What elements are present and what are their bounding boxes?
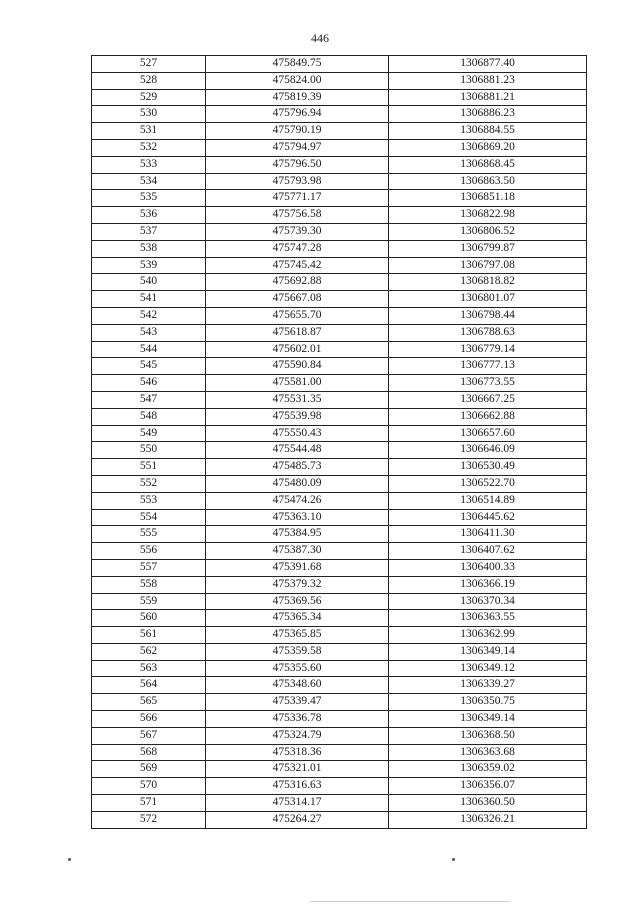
x-coordinate-cell: 475369.56 — [206, 593, 389, 610]
y-coordinate-cell: 1306818.82 — [389, 274, 587, 291]
point-number-cell: 543 — [92, 324, 206, 341]
x-coordinate-cell: 475318.36 — [206, 744, 389, 761]
table-row — [92, 459, 587, 476]
y-coordinate-cell: 1306514.89 — [389, 492, 587, 509]
table-row — [92, 190, 587, 207]
y-coordinate-cell: 1306366.19 — [389, 576, 587, 593]
x-coordinate-cell: 475590.84 — [206, 358, 389, 375]
y-coordinate-cell: 1306881.23 — [389, 72, 587, 89]
x-coordinate-cell: 475348.60 — [206, 677, 389, 694]
point-number-cell: 564 — [92, 677, 206, 694]
point-number-cell: 547 — [92, 391, 206, 408]
point-number-cell: 550 — [92, 442, 206, 459]
x-coordinate-cell: 475314.17 — [206, 795, 389, 812]
y-coordinate-cell: 1306349.12 — [389, 660, 587, 677]
y-coordinate-cell: 1306326.21 — [389, 811, 587, 828]
point-number-cell: 563 — [92, 660, 206, 677]
table-row — [92, 694, 587, 711]
y-coordinate-cell: 1306886.23 — [389, 106, 587, 123]
y-coordinate-cell: 1306868.45 — [389, 156, 587, 173]
y-coordinate-cell: 1306863.50 — [389, 173, 587, 190]
scan-edge-line — [310, 901, 510, 902]
y-coordinate-cell: 1306779.14 — [389, 341, 587, 358]
x-coordinate-cell: 475336.78 — [206, 711, 389, 728]
y-coordinate-cell: 1306851.18 — [389, 190, 587, 207]
point-number-cell: 540 — [92, 274, 206, 291]
x-coordinate-cell: 475379.32 — [206, 576, 389, 593]
point-number-cell: 554 — [92, 509, 206, 526]
x-coordinate-cell: 475539.98 — [206, 408, 389, 425]
x-coordinate-cell: 475480.09 — [206, 475, 389, 492]
point-number-cell: 534 — [92, 173, 206, 190]
x-coordinate-cell: 475692.88 — [206, 274, 389, 291]
table-row — [92, 56, 587, 73]
y-coordinate-cell: 1306773.55 — [389, 375, 587, 392]
y-coordinate-cell: 1306799.87 — [389, 240, 587, 257]
y-coordinate-cell: 1306884.55 — [389, 123, 587, 140]
table-row — [92, 240, 587, 257]
point-number-cell: 530 — [92, 106, 206, 123]
x-coordinate-cell: 475739.30 — [206, 223, 389, 240]
point-number-cell: 552 — [92, 475, 206, 492]
table-row — [92, 72, 587, 89]
point-number-cell: 538 — [92, 240, 206, 257]
y-coordinate-cell: 1306349.14 — [389, 643, 587, 660]
x-coordinate-cell: 475531.35 — [206, 391, 389, 408]
page-number: 446 — [311, 31, 329, 45]
y-coordinate-cell: 1306657.60 — [389, 425, 587, 442]
x-coordinate-cell: 475474.26 — [206, 492, 389, 509]
x-coordinate-cell: 475581.00 — [206, 375, 389, 392]
x-coordinate-cell: 475365.85 — [206, 627, 389, 644]
y-coordinate-cell: 1306881.21 — [389, 89, 587, 106]
x-coordinate-cell: 475363.10 — [206, 509, 389, 526]
point-number-cell: 562 — [92, 643, 206, 660]
table-row — [92, 492, 587, 509]
y-coordinate-cell: 1306877.40 — [389, 56, 587, 73]
x-coordinate-cell: 475793.98 — [206, 173, 389, 190]
x-coordinate-cell: 475849.75 — [206, 56, 389, 73]
table-row — [92, 173, 587, 190]
y-coordinate-cell: 1306522.70 — [389, 475, 587, 492]
point-number-cell: 532 — [92, 139, 206, 156]
table-row — [92, 727, 587, 744]
table-row — [92, 811, 587, 828]
coordinates-table — [91, 55, 587, 829]
x-coordinate-cell: 475602.01 — [206, 341, 389, 358]
x-coordinate-cell: 475796.50 — [206, 156, 389, 173]
point-number-cell: 536 — [92, 207, 206, 224]
y-coordinate-cell: 1306363.55 — [389, 610, 587, 627]
table-row — [92, 106, 587, 123]
y-coordinate-cell: 1306360.50 — [389, 795, 587, 812]
point-number-cell: 535 — [92, 190, 206, 207]
point-number-cell: 551 — [92, 459, 206, 476]
point-number-cell: 568 — [92, 744, 206, 761]
table-row — [92, 341, 587, 358]
point-number-cell: 572 — [92, 811, 206, 828]
y-coordinate-cell: 1306349.14 — [389, 711, 587, 728]
x-coordinate-cell: 475485.73 — [206, 459, 389, 476]
y-coordinate-cell: 1306363.68 — [389, 744, 587, 761]
table-row — [92, 643, 587, 660]
table-row — [92, 711, 587, 728]
point-number-cell: 546 — [92, 375, 206, 392]
point-number-cell: 545 — [92, 358, 206, 375]
point-number-cell: 537 — [92, 223, 206, 240]
x-coordinate-cell: 475655.70 — [206, 307, 389, 324]
y-coordinate-cell: 1306350.75 — [389, 694, 587, 711]
y-coordinate-cell: 1306801.07 — [389, 291, 587, 308]
y-coordinate-cell: 1306869.20 — [389, 139, 587, 156]
table-row — [92, 291, 587, 308]
x-coordinate-cell: 475359.58 — [206, 643, 389, 660]
x-coordinate-cell: 475618.87 — [206, 324, 389, 341]
point-number-cell: 533 — [92, 156, 206, 173]
point-number-cell: 556 — [92, 543, 206, 560]
table-row — [92, 223, 587, 240]
point-number-cell: 529 — [92, 89, 206, 106]
y-coordinate-cell: 1306806.52 — [389, 223, 587, 240]
y-coordinate-cell: 1306368.50 — [389, 727, 587, 744]
y-coordinate-cell: 1306646.09 — [389, 442, 587, 459]
table-row — [92, 610, 587, 627]
point-number-cell: 559 — [92, 593, 206, 610]
y-coordinate-cell: 1306356.07 — [389, 778, 587, 795]
y-coordinate-cell: 1306339.27 — [389, 677, 587, 694]
y-coordinate-cell: 1306359.02 — [389, 761, 587, 778]
x-coordinate-cell: 475324.79 — [206, 727, 389, 744]
y-coordinate-cell: 1306370.34 — [389, 593, 587, 610]
point-number-cell: 544 — [92, 341, 206, 358]
point-number-cell: 541 — [92, 291, 206, 308]
y-coordinate-cell: 1306662.88 — [389, 408, 587, 425]
y-coordinate-cell: 1306400.33 — [389, 559, 587, 576]
x-coordinate-cell: 475794.97 — [206, 139, 389, 156]
y-coordinate-cell: 1306445.62 — [389, 509, 587, 526]
table-row — [92, 475, 587, 492]
x-coordinate-cell: 475796.94 — [206, 106, 389, 123]
y-coordinate-cell: 1306411.30 — [389, 526, 587, 543]
point-number-cell: 553 — [92, 492, 206, 509]
table-row — [92, 543, 587, 560]
x-coordinate-cell: 475550.43 — [206, 425, 389, 442]
y-coordinate-cell: 1306798.44 — [389, 307, 587, 324]
scan-mark-left — [68, 858, 71, 861]
table-row — [92, 627, 587, 644]
x-coordinate-cell: 475391.68 — [206, 559, 389, 576]
point-number-cell: 557 — [92, 559, 206, 576]
x-coordinate-cell: 475339.47 — [206, 694, 389, 711]
table-row — [92, 358, 587, 375]
point-number-cell: 571 — [92, 795, 206, 812]
point-number-cell: 542 — [92, 307, 206, 324]
table-row — [92, 744, 587, 761]
y-coordinate-cell: 1306822.98 — [389, 207, 587, 224]
point-number-cell: 527 — [92, 56, 206, 73]
table-row — [92, 139, 587, 156]
table-row — [92, 425, 587, 442]
point-number-cell: 528 — [92, 72, 206, 89]
y-coordinate-cell: 1306530.49 — [389, 459, 587, 476]
point-number-cell: 555 — [92, 526, 206, 543]
x-coordinate-cell: 475824.00 — [206, 72, 389, 89]
x-coordinate-cell: 475790.19 — [206, 123, 389, 140]
point-number-cell: 560 — [92, 610, 206, 627]
y-coordinate-cell: 1306407.62 — [389, 543, 587, 560]
y-coordinate-cell: 1306362.99 — [389, 627, 587, 644]
x-coordinate-cell: 475544.48 — [206, 442, 389, 459]
x-coordinate-cell: 475264.27 — [206, 811, 389, 828]
x-coordinate-cell: 475745.42 — [206, 257, 389, 274]
x-coordinate-cell: 475387.30 — [206, 543, 389, 560]
table-row — [92, 593, 587, 610]
point-number-cell: 561 — [92, 627, 206, 644]
x-coordinate-cell: 475819.39 — [206, 89, 389, 106]
table-row — [92, 156, 587, 173]
table-row — [92, 375, 587, 392]
point-number-cell: 569 — [92, 761, 206, 778]
table-row — [92, 442, 587, 459]
scan-mark-right — [452, 858, 455, 861]
point-number-cell: 549 — [92, 425, 206, 442]
table-row — [92, 89, 587, 106]
table-row — [92, 761, 587, 778]
table-row — [92, 795, 587, 812]
table-row — [92, 576, 587, 593]
x-coordinate-cell: 475316.63 — [206, 778, 389, 795]
x-coordinate-cell: 475355.60 — [206, 660, 389, 677]
point-number-cell: 565 — [92, 694, 206, 711]
table-row — [92, 274, 587, 291]
table-row — [92, 660, 587, 677]
point-number-cell: 558 — [92, 576, 206, 593]
point-number-cell: 566 — [92, 711, 206, 728]
table-row — [92, 677, 587, 694]
point-number-cell: 548 — [92, 408, 206, 425]
point-number-cell: 539 — [92, 257, 206, 274]
y-coordinate-cell: 1306788.63 — [389, 324, 587, 341]
table-row — [92, 307, 587, 324]
x-coordinate-cell: 475756.58 — [206, 207, 389, 224]
table-row — [92, 559, 587, 576]
table-row — [92, 391, 587, 408]
point-number-cell: 567 — [92, 727, 206, 744]
point-number-cell: 531 — [92, 123, 206, 140]
y-coordinate-cell: 1306777.13 — [389, 358, 587, 375]
point-number-cell: 570 — [92, 778, 206, 795]
table-row — [92, 408, 587, 425]
x-coordinate-cell: 475365.34 — [206, 610, 389, 627]
table-row — [92, 324, 587, 341]
table-row — [92, 257, 587, 274]
table-row — [92, 207, 587, 224]
x-coordinate-cell: 475667.08 — [206, 291, 389, 308]
x-coordinate-cell: 475321.01 — [206, 761, 389, 778]
y-coordinate-cell: 1306667.25 — [389, 391, 587, 408]
table-row — [92, 778, 587, 795]
table-row — [92, 123, 587, 140]
x-coordinate-cell: 475771.17 — [206, 190, 389, 207]
y-coordinate-cell: 1306797.08 — [389, 257, 587, 274]
table-row — [92, 526, 587, 543]
table-row — [92, 509, 587, 526]
coordinates-table-body — [92, 56, 587, 829]
x-coordinate-cell: 475747.28 — [206, 240, 389, 257]
x-coordinate-cell: 475384.95 — [206, 526, 389, 543]
